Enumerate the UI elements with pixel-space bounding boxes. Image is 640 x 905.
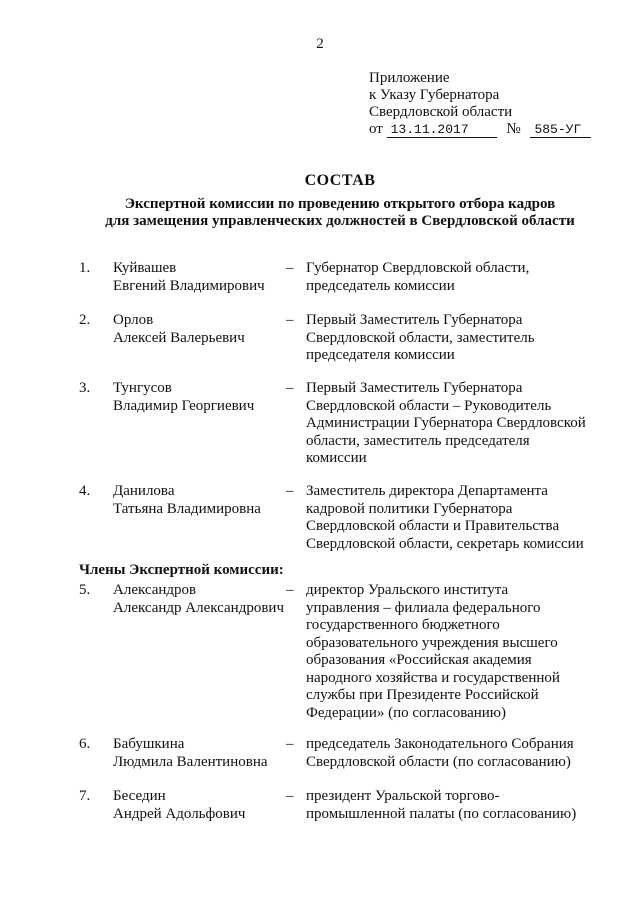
dash: – [286,312,294,328]
member-name [113,483,285,518]
role-line: Свердловской области, секретарь комиссии [306,535,584,552]
member-number: 5. [79,582,91,598]
dash: – [286,582,294,598]
dash: – [286,380,294,396]
role-line: Свердловской области – Руководитель [306,397,552,414]
member-given-name: Алексей Валерьевич [113,329,245,346]
member-role [306,380,596,468]
appendix-date-line [369,121,591,138]
member-name [113,736,285,771]
member-number: 1. [79,260,91,276]
dash: – [286,788,294,804]
role-line: президент Уральской торгово- [306,788,500,804]
member-role [306,736,596,771]
appendix-block [369,70,591,138]
role-line: народного хозяйства и государственной [306,669,560,686]
member-given-name: Евгений Владимирович [113,277,265,294]
date-prefix: от [369,121,383,137]
decree-number: 585-УГ [530,122,591,138]
member-given-name: Владимир Георгиевич [113,397,255,414]
dash: – [286,483,294,499]
member-given-name: Людмила Валентиновна [113,753,268,770]
member-surname: Беседин [113,788,166,804]
page-number: 2 [316,36,324,52]
member-role [306,483,596,553]
member-given-name: Татьяна Владимировна [113,500,261,517]
member-surname: Бабушкина [113,736,185,752]
member-role [306,312,596,365]
title-block [60,172,620,230]
role-line: Свердловской области, заместитель [306,329,535,346]
role-line: председатель комиссии [306,277,455,294]
role-line: управления – филиала федерального [306,599,541,616]
role-line: службы при Президенте Российской [306,687,539,703]
member-number: 7. [79,788,91,804]
member-surname: Куйвашев [113,260,177,276]
member-surname: Александров [113,582,197,598]
number-label: № [506,121,521,137]
role-line: комиссии [306,450,367,466]
member-surname: Данилова [113,483,175,499]
role-line: Администрации Губернатора Свердловской [306,415,586,431]
decree-date: 13.11.2017 [387,122,497,138]
role-line: Заместитель директора Департамента [306,483,548,499]
role-line: образовательного учреждения высшего [306,634,558,651]
member-surname: Тунгусов [113,380,172,396]
role-line: Губернатор Свердловской области, [306,260,530,276]
member-role [306,788,596,823]
role-line: Первый Заместитель Губернатора [306,312,523,328]
role-line: государственного бюджетного [306,617,500,633]
member-surname: Орлов [113,312,154,328]
role-line: Федерации» (по согласованию) [306,704,507,721]
member-role [306,582,596,722]
document-title: СОСТАВ [304,172,376,189]
member-number: 4. [79,483,91,499]
member-number: 2. [79,312,91,328]
members-section-title: Члены Экспертной комиссии: [79,562,284,578]
member-number: 6. [79,736,91,752]
appendix-line: Приложение [369,70,450,86]
member-role [306,260,596,295]
member-name [113,582,285,617]
role-line: Первый Заместитель Губернатора [306,380,523,396]
document-subtitle: Экспертной комиссии по проведению открытого отбора кадров [124,196,556,212]
member-number: 3. [79,380,91,396]
role-line: промышленной палаты (по согласованию) [306,805,577,822]
role-line: директор Уральского института [306,582,509,598]
role-line: председатель Законодательного Собрания [306,736,574,752]
member-given-name: Александр Александрович [113,599,284,616]
role-line: области, заместитель председателя [306,432,530,449]
role-line: Свердловской области (по согласованию) [306,753,571,770]
member-name [113,788,285,823]
member-name [113,260,285,295]
member-given-name: Андрей Адольфович [113,805,246,822]
dash: – [286,736,294,752]
role-line: председателя комиссии [306,347,455,363]
appendix-line: Свердловской области [369,104,513,120]
member-name [113,380,285,415]
role-line: Свердловской области и Правительства [306,518,560,534]
appendix-line: к Указу Губернатора [369,87,500,103]
role-line: кадровой политики Губернатора [306,500,513,517]
dash: – [286,260,294,276]
document-subtitle: для замещения управленческих должностей в Свердловской области [105,213,575,229]
member-name [113,312,285,347]
role-line: образования «Российская академия [306,652,532,668]
